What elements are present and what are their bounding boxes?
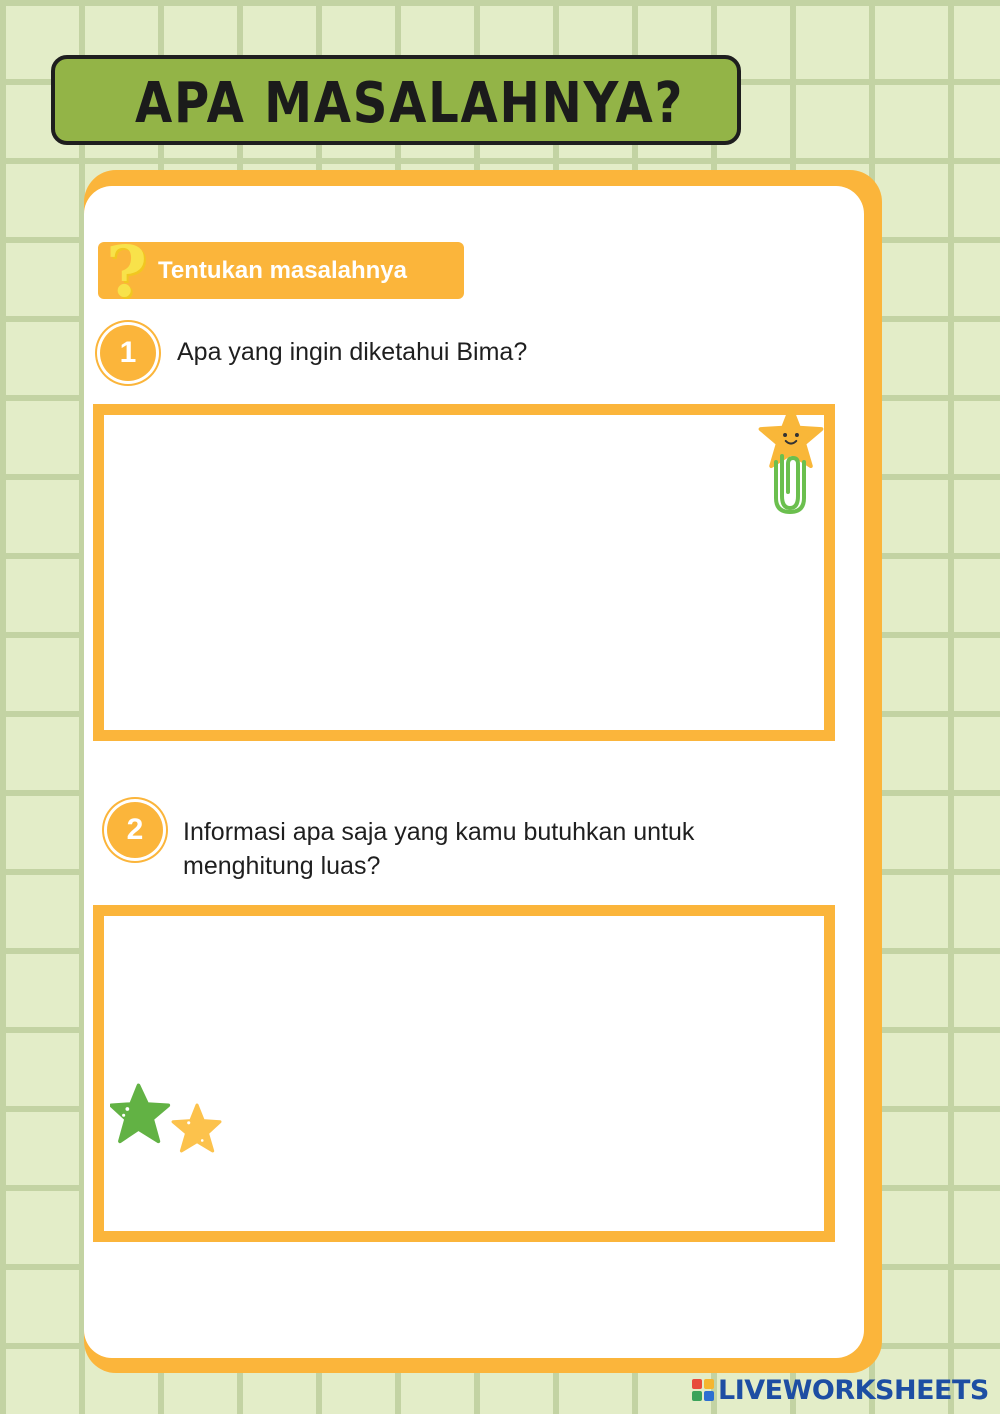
section-tag-label: Tentukan masalahnya <box>158 257 407 284</box>
question-text-2-line-2: menghitung luas? <box>183 852 381 880</box>
question-number-badge-2: 2 <box>107 802 163 858</box>
question-text-1: Apa yang ingin diketahui Bima? <box>177 338 528 366</box>
answer-box-1[interactable] <box>93 404 835 741</box>
logo-text: LIVEWORKSHEETS <box>718 1374 989 1406</box>
page-title: APA MASALAHNYA? <box>135 71 685 136</box>
title-banner <box>51 55 741 145</box>
section-tag <box>98 242 464 299</box>
question-number-badge-1: 1 <box>100 325 156 381</box>
liveworksheets-logo[interactable] <box>692 1374 989 1406</box>
star-yellow-icon <box>170 1102 222 1154</box>
star-green-icon <box>110 1083 172 1145</box>
question-text-2-line-1: Informasi apa saja yang kamu butuhkan untuk <box>183 818 695 846</box>
question-text-2 <box>183 815 694 883</box>
answer-box-2[interactable] <box>93 905 835 1242</box>
paperclip-icon <box>768 452 812 514</box>
question-mark-icon: ? <box>106 230 148 313</box>
logo-mark-icon <box>692 1379 714 1401</box>
